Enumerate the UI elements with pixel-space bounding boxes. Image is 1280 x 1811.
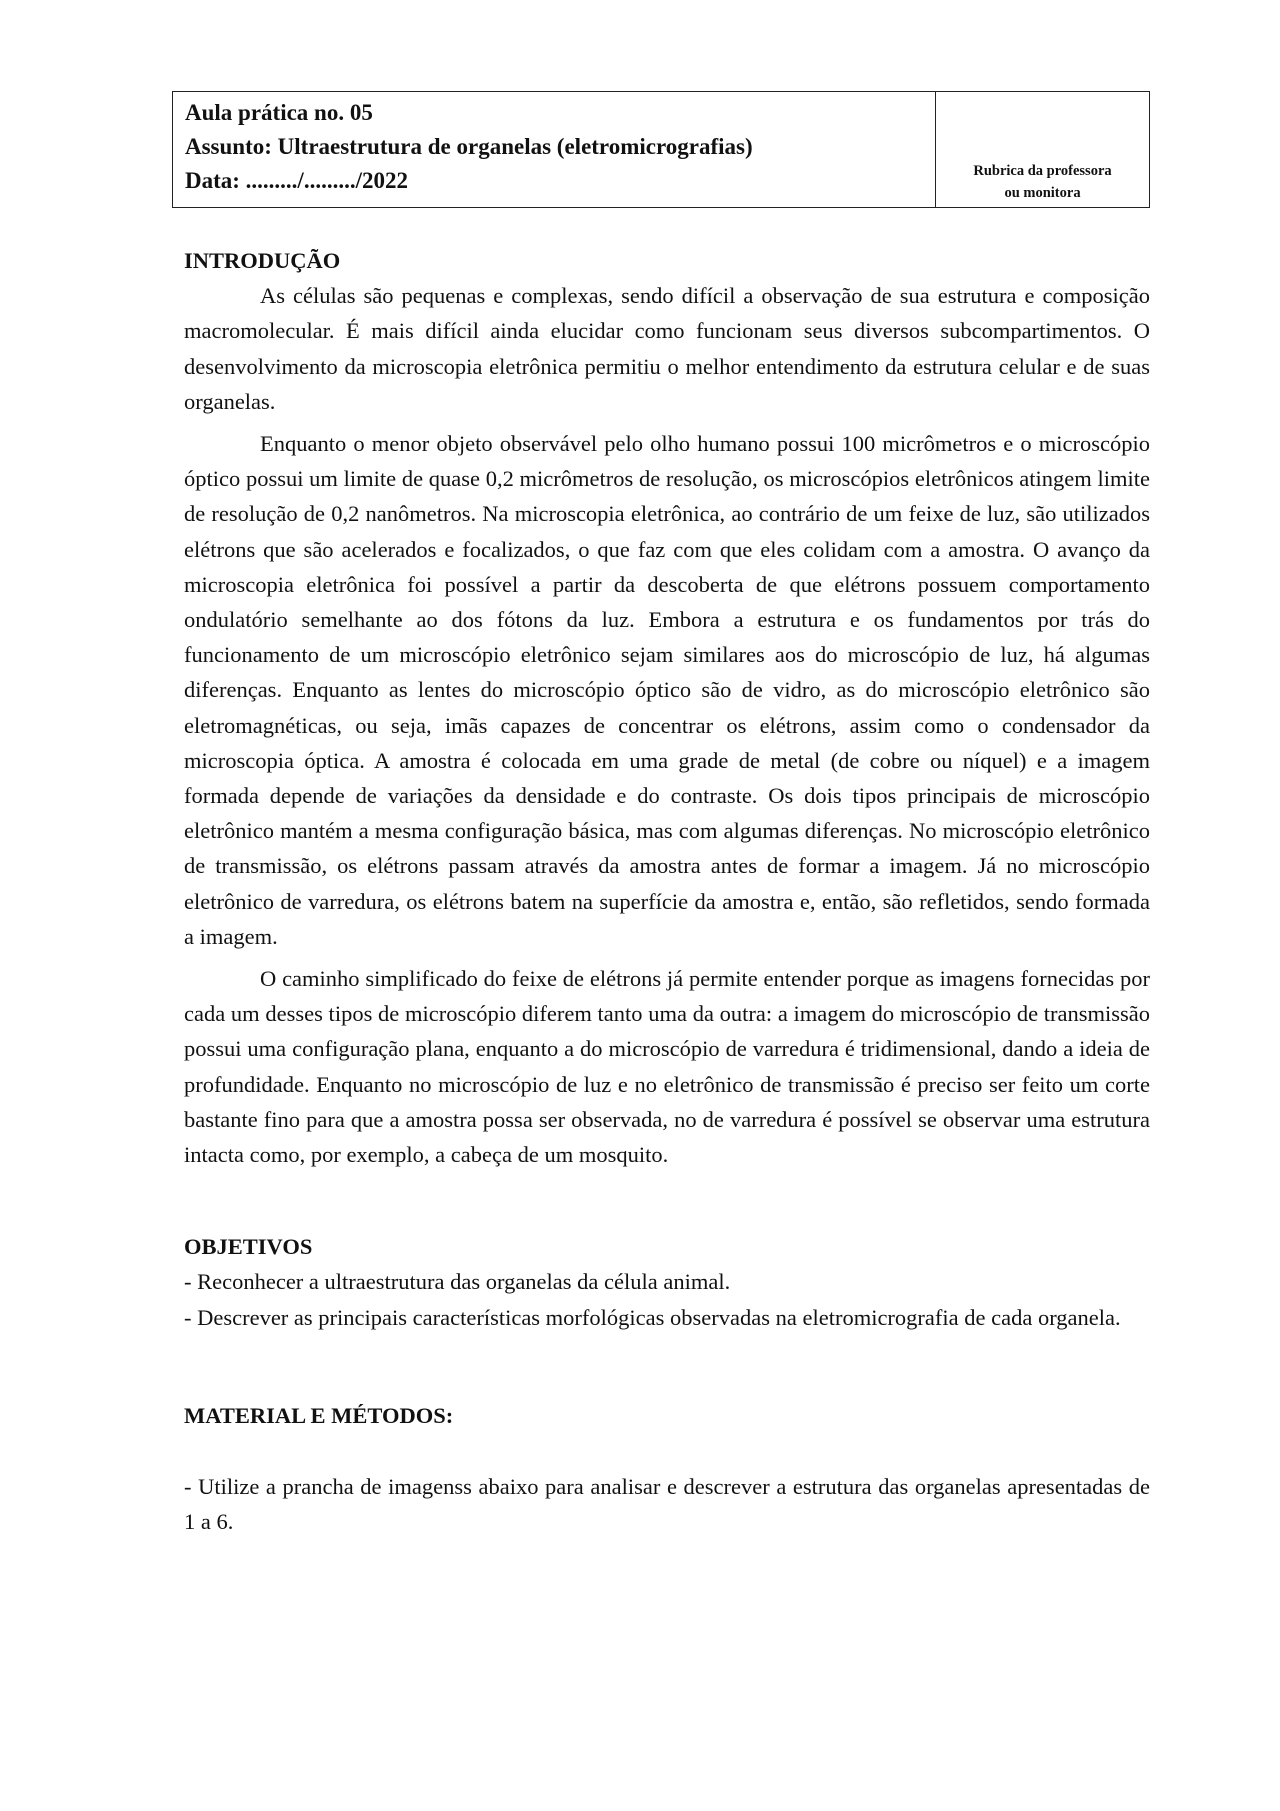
header-info [173,92,936,207]
signature-label-line1: Rubrica da professora [973,163,1112,179]
section-title-introducao: INTRODUÇÃO [184,248,341,273]
spacer [184,1335,1150,1398]
spacer [184,1433,1150,1469]
intro-paragraph-2: Enquanto o menor objeto observável pelo olho humano possui 100 micrômetros e o microscópio óptico possui um limite de quase 0,2 micrômetros de resolução, os microscópios eletrônicos atingem limite de resolução de 0,2 nanômetros. Na microscopia eletrônica, ao contrário de um feixe de luz, são utilizados elétrons que são acelerados e focalizados, o que faz com que eles colidam com a amostra. O avanço da microscopia eletrônica foi possível a partir da descoberta de que elétrons possuem comportamento ondulatório semelhante ao dos fótons da luz. Embora a estrutura e os fundamentos por trás do funcionamento de um microscópio eletrônico sejam similares aos do microscópio de luz, há algumas diferenças. Enquanto as lentes do microscópio óptico são de vidro, as do microscópio eletrônico são eletromagnéticas, ou seja, imãs capazes de concentrar os elétrons, assim como o condensador da microscopia óptica. A amostra é colocada em uma grade de metal (de cobre ou níquel) e a imagem formada depende de variações da densidade e do contraste. Os dois tipos principais de microscópio eletrônico mantém a mesma configuração básica, mas com algumas diferenças. No microscópio eletrônico de transmissão, os elétrons passam através da amostra antes de formar a imagem. Já no microscópio eletrônico de varredura, os elétrons batem na superfície da amostra e, então, são refletidos, sendo formada a imagem. [184,431,1150,949]
method-item: - Utilize a prancha de imagenss abaixo para analisar e descrever a estrutura das organelas apresentadas de 1 a 6. [184,1474,1150,1535]
intro-paragraph-3: O caminho simplificado do feixe de elétrons já permite entender porque as imagens fornecidas por cada um desses tipos de microscópio diferem tanto uma da outra: a imagem do microscópio de transmissão possui uma configuração plana, enquanto a do microscópio de varredura é tridimensional, dando a ideia de profundidade. Enquanto no microscópio de luz e no eletrônico de transmissão é preciso ser feito um corte bastante fino para que a amostra possa ser observada, no de varredura é possível se observar uma estrutura intacta como, por exemplo, a cabeça de um mosquito. [184,966,1150,1168]
intro-paragraph-1: As células são pequenas e complexas, sendo difícil a observação de sua estrutura e composição macromolecular. É mais difícil ainda elucidar como funcionam seus diversos subcompartimentos. O desenvolvimento da microscopia eletrônica permitiu o melhor entendimento da estrutura celular e de suas organelas. [184,283,1150,414]
signature-label [936,160,1149,204]
spacer [184,1172,1150,1229]
section-title-objetivos: OBJETIVOS [184,1234,313,1260]
lesson-subject: Assunto: Ultraestrutura de organelas (eletromicrografias) [185,134,753,159]
signature-box [936,92,1149,207]
lesson-date: Data: ........./........./2022 [185,168,408,193]
objective-item: - Reconhecer a ultraestrutura das organelas da célula animal. [184,1269,731,1295]
objective-item: - Descrever as principais características morfológicas observadas na eletromicrografia de cada organela. [184,1304,1121,1330]
document-body [184,243,1150,1540]
signature-label-line2: ou monitora [1004,185,1081,201]
section-title-material: MATERIAL E MÉTODOS: [184,1402,454,1428]
header-table [172,91,1150,208]
lesson-number: Aula prática no. 05 [185,100,373,125]
